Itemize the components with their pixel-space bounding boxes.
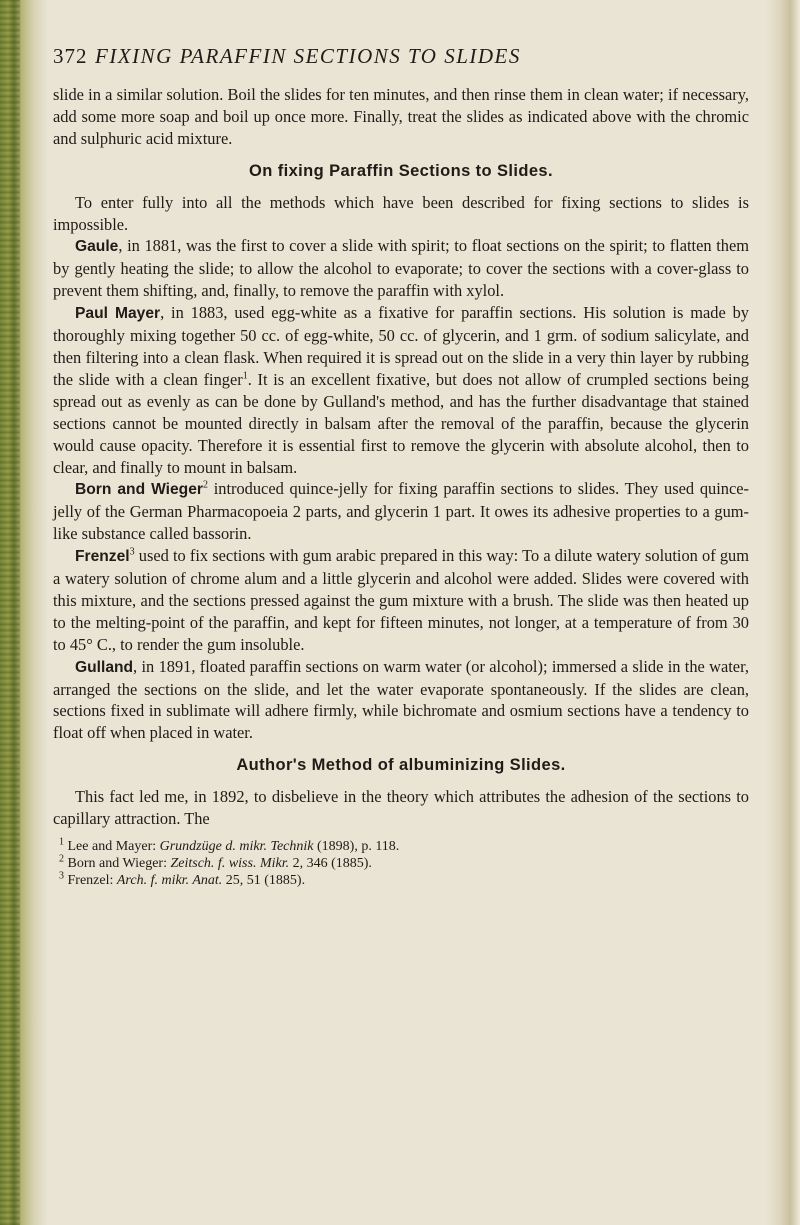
footnote: $^1$ Lee and Mayer: Grundzüge d. mikr. Technik (1898), p. 118.	[59, 836, 400, 854]
paragraph: Gaule, in 1881, was the first to cover a slide with spirit; to float sections on the spirit; to flatten them by gently heating the slide; to allow the alcohol to evaporate; to cover the sections with a cover-glass to prevent them shifting, and, finally, to remove the paraffin with xylol.	[53, 236, 749, 301]
author-name: Frenzel	[75, 548, 130, 566]
footnote: $^3$ Frenzel: Arch. f. mikr. Anat. 25, 51 (1885).	[59, 870, 306, 888]
author-name: Gaule	[75, 238, 119, 256]
section-heading: On fixing Paraffin Sections to Slides.	[249, 161, 553, 180]
footnotes	[53, 838, 749, 889]
author-name: Gulland	[75, 658, 134, 676]
author-name: Born and Wieger	[75, 481, 203, 499]
paragraph: Paul Mayer, in 1883, used egg-white as a fixative for paraffin sections. His solution is made by thoroughly mixing together 50 cc. of egg-white, 50 cc. of glycerin, and 1 grm. of sodium salicylate, and then filtering into a clean flask. When required it is spread out on the slide in a very thin layer by rubbing the slide with a clean finger$^1$. It is an excellent fixative, but does not allow of crumpled sections being spread out as evenly as can be done by Gulland's method, and has the further disadvantage that stained sections cannot be mounted directly in balsam after the removal of the paraffin, because the glycerin would cause opacity. Therefore it is essential first to remove the glycerin with absolute alcohol, then to clear, and finally to mount in balsam.	[53, 303, 749, 477]
author-name: Paul Mayer	[75, 305, 161, 323]
paragraph: This fact led me, in 1892, to disbelieve in the theory which attributes the adhesion of the sections to capillary attraction. The	[53, 787, 749, 829]
book-page	[53, 40, 749, 889]
page-number: 372	[53, 44, 88, 68]
page-edge	[766, 0, 800, 1225]
footnote-ref: 1	[242, 370, 248, 382]
body-text	[53, 84, 749, 830]
footnote-ref: 3	[129, 546, 135, 558]
footnote-ref: 2	[202, 479, 208, 491]
page-header	[53, 40, 749, 84]
footnote: $^2$ Born and Wieger: Zeitsch. f. wiss. Mikr. 2, 346 (1885).	[59, 853, 372, 871]
running-title: FIXING PARAFFIN SECTIONS TO SLIDES	[95, 44, 521, 68]
paragraph: Born and Wieger$^2$ introduced quince-jelly for fixing paraffin sections to slides. They used quince-jelly of the German Pharmacopoeia 2 parts, and glycerin 1 part. It owes its adhesive properties to a gum-like substance called bassorin.	[53, 479, 749, 544]
paragraph: To enter fully into all the methods which have been described for fixing sections to slides is impossible.	[53, 192, 749, 234]
paragraph: slide in a similar solution. Boil the slides for ten minutes, and then rinse them in clean water; if necessary, add some more soap and boil up once more. Finally, treat the slides as indicated above with the chromic and sulphuric acid mixture.	[53, 85, 749, 148]
paragraph: Frenzel$^3$ used to fix sections with gum arabic prepared in this way: To a dilute watery solution of gum a watery solution of chrome alum and a little glycerin and alcohol were added. Slides were covered with this mixture, and the sections pressed against the gum mixture with a brush. The slide was then heated up to the melting-point of the paraffin, and kept for fifteen minutes, not longer, at a temperature of from 30 to 45° C., to render the gum insoluble.	[53, 546, 749, 654]
section-heading: Author's Method of albuminizing Slides.	[236, 756, 566, 775]
paragraph: Gulland, in 1891, floated paraffin sections on warm water (or alcohol); immersed a slide in the water, arranged the sections on the slide, and let the water evaporate spontaneously. If the slides are clean, sections fixed in sublimate will adhere firmly, while bichromate and osmium sections have a tendency to float off when placed in water.	[53, 656, 749, 743]
book-binding	[0, 0, 48, 1225]
